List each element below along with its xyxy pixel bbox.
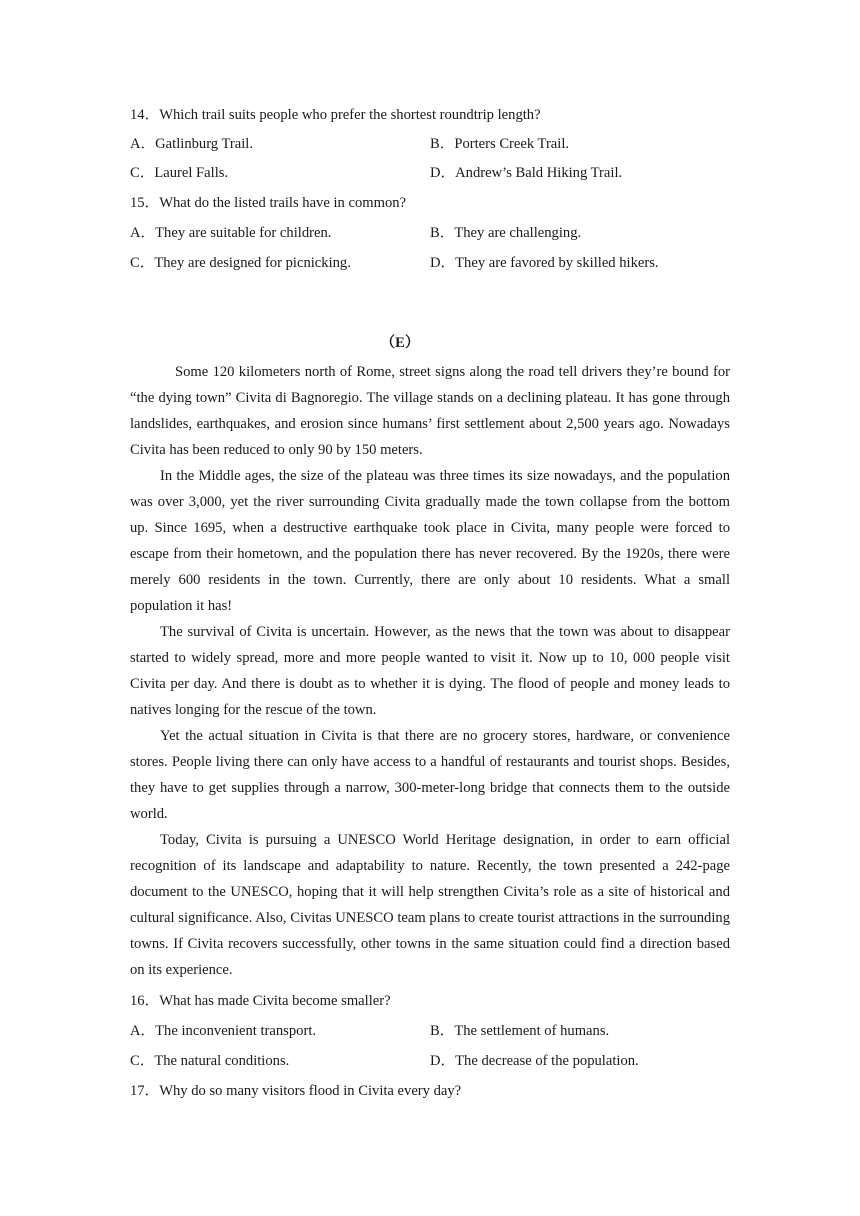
passage-paragraph-5: Today, Civita is pursuing a UNESCO World Heritage designation, in order to earn official recognition of its landscape and adaptability to nature. Recently, the town presented a 242-page document to the UNESCO, hoping that it will help strengthen Civita’s role as a site of historical and cultural significance. Also, Civitas UNESCO team plans to create tourist attractions in the surrounding towns. If Civita recovers successfully, other towns in the same situation could find a direction based on its experience.	[130, 832, 730, 978]
question-number: 15．	[130, 195, 160, 211]
question-16-option-a: A．The inconvenient transport.	[130, 1023, 317, 1039]
question-17-stem	[130, 1081, 461, 1101]
question-16-stem	[130, 991, 391, 1011]
question-text: Which trail suits people who prefer the shortest roundtrip length?	[159, 107, 541, 123]
question-14-option-a: A．Gatlinburg Trail.	[130, 136, 253, 152]
question-14-option-d: D．Andrew’s Bald Hiking Trail.	[430, 165, 623, 181]
section-title: （E）	[380, 335, 420, 351]
passage-paragraph-1: Some 120 kilometers north of Rome, street signs along the road tell drivers they’re bound for “the dying town” Civita di Bagnoregio. The village stands on a declining plateau. It has gone through landslides, earthquakes, and erosion since humans’ first settlement about 2,500 years ago. Nowadays Civita has been reduced to only 90 by 150 meters.	[130, 364, 730, 458]
passage-paragraph-2: In the Middle ages, the size of the plateau was three times its size nowadays, and the population was over 3,000, yet the river surrounding Civita gradually made the town collapse from the bottom up. Since 1695, when a destructive earthquake took place in Civita, many people were forced to escape from their hometown, and the population there has never recovered. By the 1920s, there were merely 600 residents in the town. Currently, there are only about 10 residents. What a small population it has!	[130, 468, 730, 614]
question-number: 16．	[130, 993, 160, 1009]
question-text: What do the listed trails have in common?	[159, 195, 407, 211]
passage	[130, 359, 730, 983]
question-14-option-c: C．Laurel Falls.	[130, 165, 229, 181]
question-text: Why do so many visitors flood in Civita every day?	[159, 1083, 462, 1099]
question-16-option-c: C．The natural conditions.	[130, 1053, 290, 1069]
passage-paragraph-3: The survival of Civita is uncertain. However, as the news that the town was about to disappear started to widely spread, more and more people wanted to visit it. Now up to 10, 000 people visit Civita per day. And there is doubt as to whether it is dying. The flood of people and money leads to natives longing for the rescue of the town.	[130, 624, 730, 718]
question-14-option-b: B．Porters Creek Trail.	[430, 136, 570, 152]
passage-paragraph-4: Yet the actual situation in Civita is that there are no grocery stores, hardware, or convenience stores. People living there can only have access to a handful of restaurants and tourist shops. Besides, they have to get supplies through a narrow, 300-meter-long bridge that connects them to the outside world.	[130, 728, 730, 822]
question-16-option-b: B．The settlement of humans.	[430, 1023, 610, 1039]
question-number: 14．	[130, 107, 160, 123]
question-15-option-a: A．They are suitable for children.	[130, 225, 332, 241]
question-text: What has made Civita become smaller?	[159, 993, 391, 1009]
question-16-option-d: D．The decrease of the population.	[430, 1053, 639, 1069]
question-15-option-d: D．They are favored by skilled hikers.	[430, 255, 659, 271]
question-15-option-c: C．They are designed for picnicking.	[130, 255, 351, 271]
question-number: 17．	[130, 1083, 160, 1099]
question-15-option-b: B．They are challenging.	[430, 225, 582, 241]
question-15-stem	[130, 193, 406, 213]
question-14-stem	[130, 105, 541, 125]
